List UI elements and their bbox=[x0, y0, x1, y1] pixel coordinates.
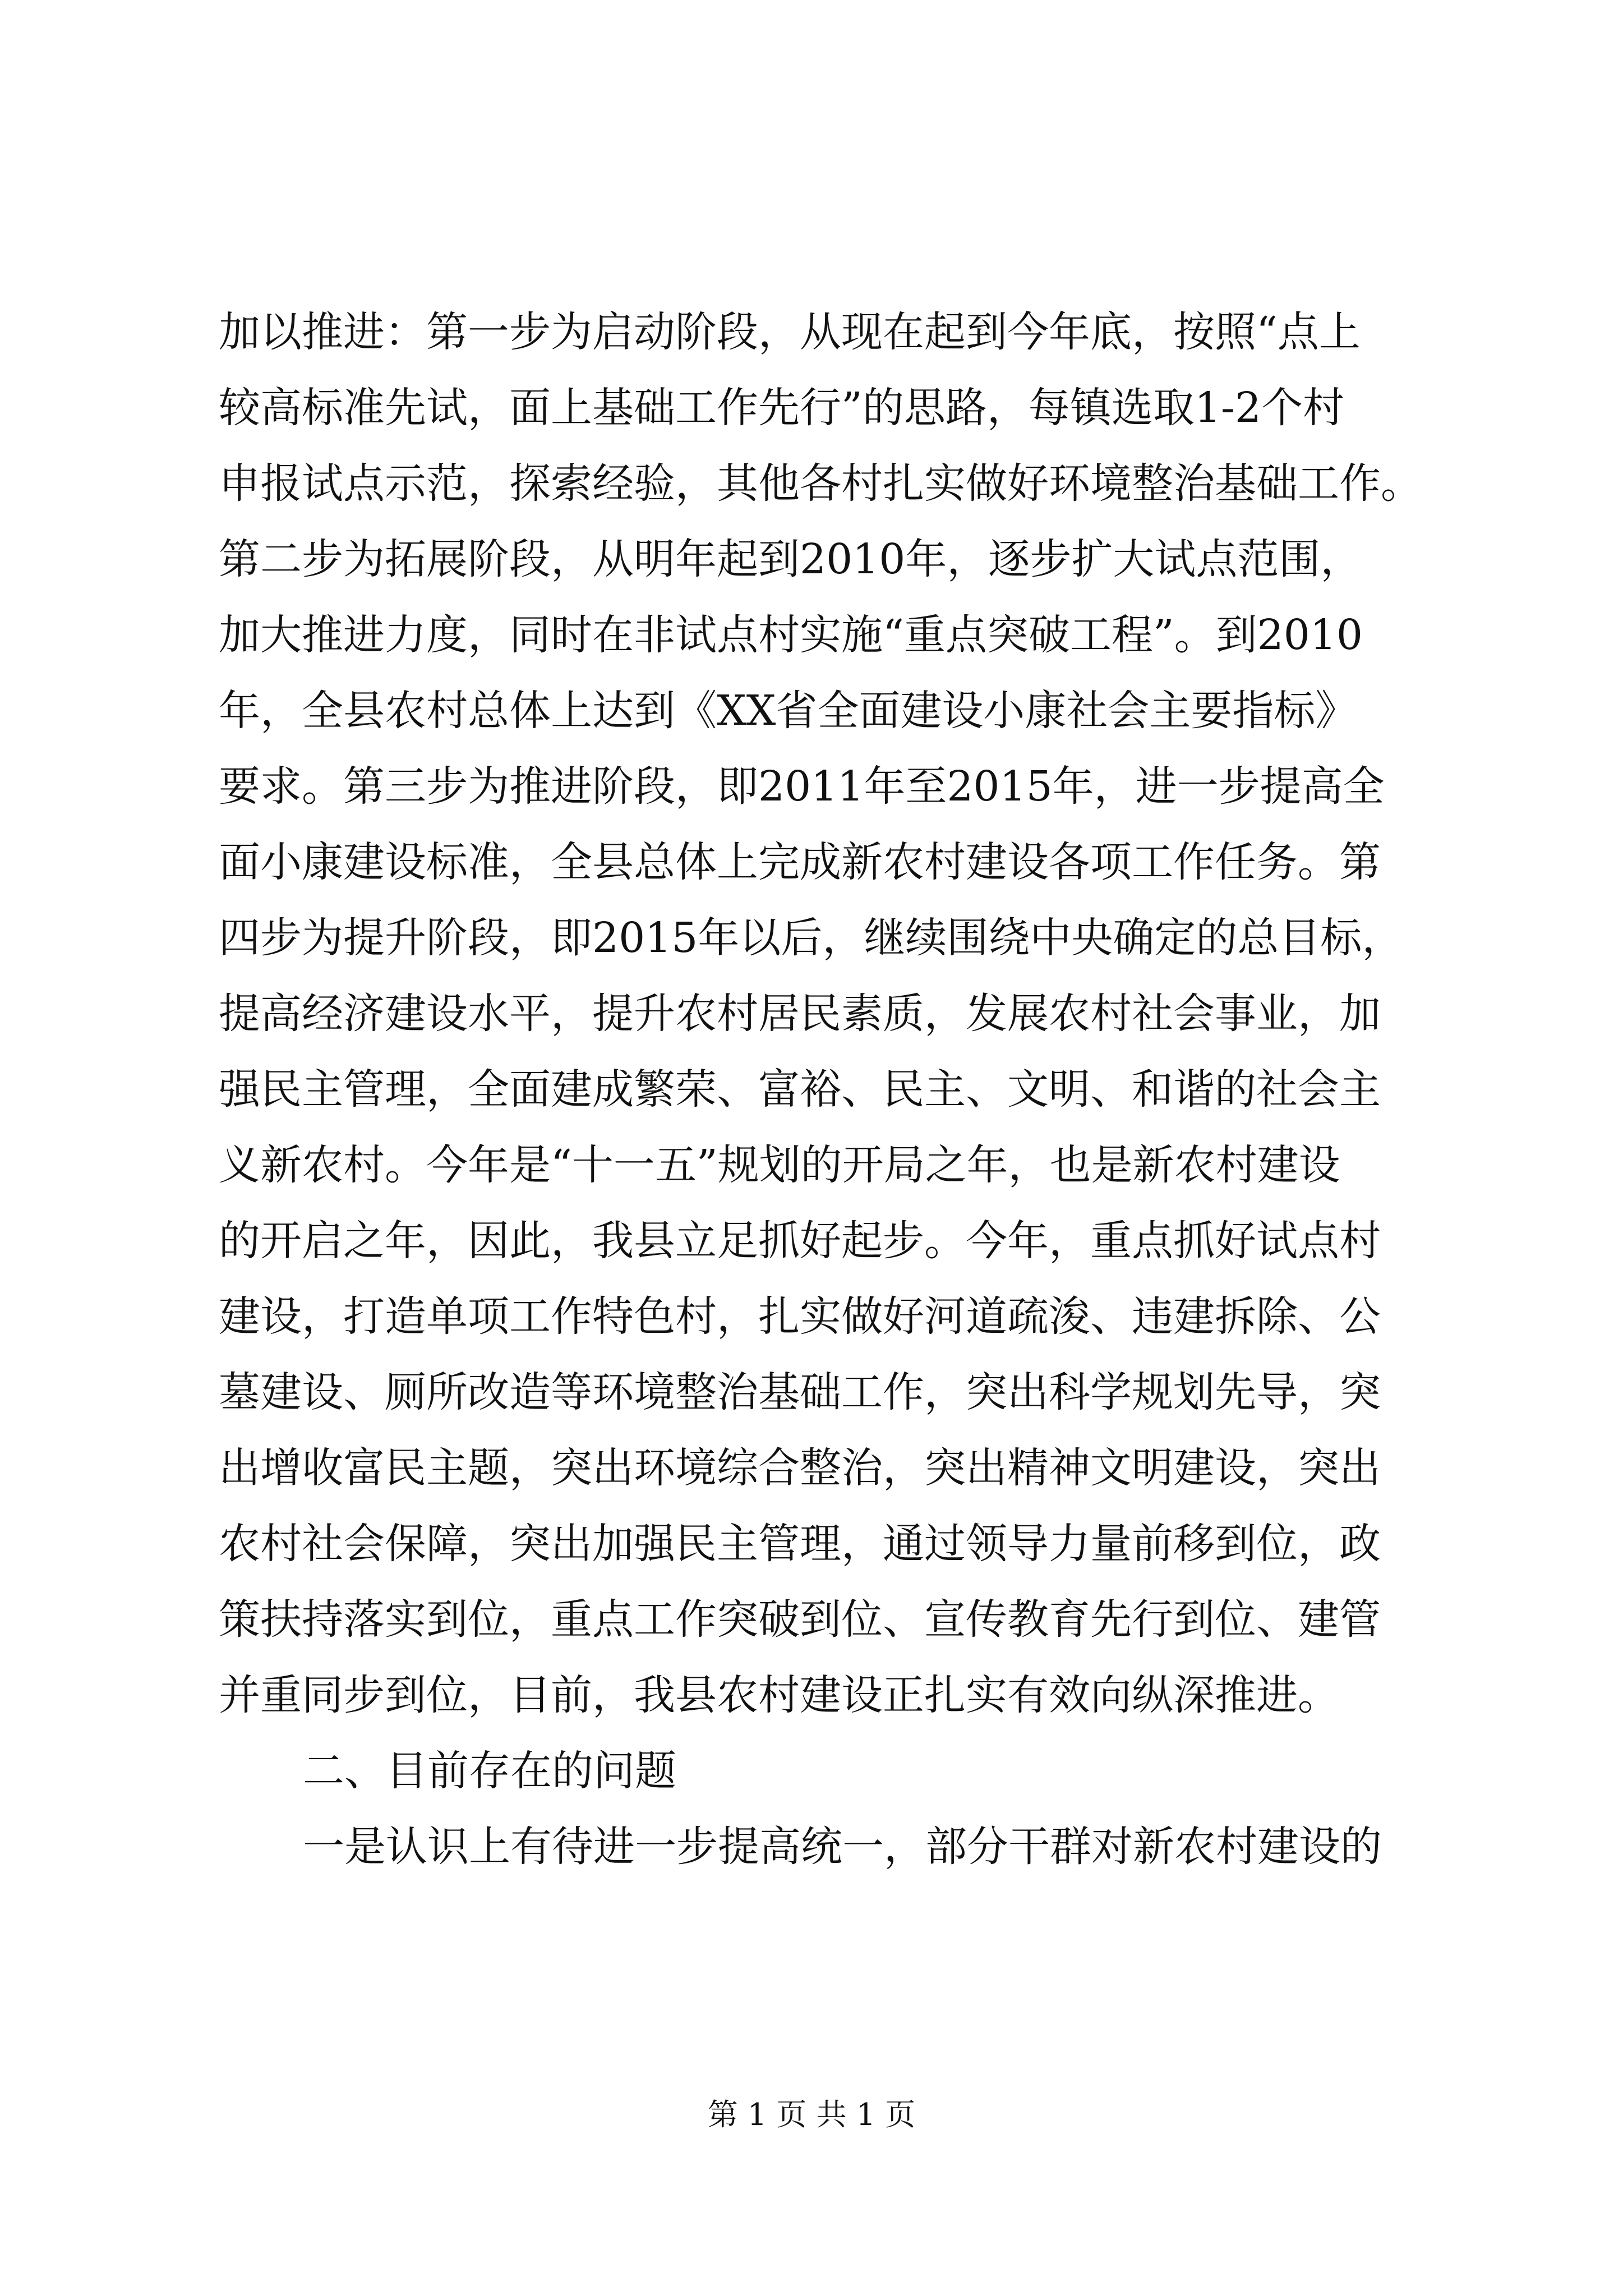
page-footer: 第 1 页 共 1 页 bbox=[707, 2097, 916, 2132]
paragraph-line: 要求。第三步为推进阶段，即2011年至2015年，进一步提高全 bbox=[219, 762, 1385, 811]
section-heading: 二、目前存在的问题 bbox=[303, 1747, 676, 1795]
paragraph-line: 较高标准先试，面上基础工作先行”的思路，每镇选取1-2个村 bbox=[219, 384, 1344, 432]
paragraph-line: 提高经济建设水平，提升农村居民素质，发展农村社会事业，加 bbox=[219, 990, 1381, 1038]
paragraph-line: 面小康建设标准，全县总体上完成新农村建设各项工作任务。第 bbox=[219, 838, 1381, 886]
paragraph-line: 第二步为拓展阶段，从明年起到2010年，逐步扩大试点范围， bbox=[219, 535, 1362, 583]
paragraph-line: 出增收富民主题，突出环境综合整治，突出精神文明建设，突出 bbox=[219, 1444, 1381, 1492]
paragraph-line: 加大推进力度，同时在非试点村实施“重点突破工程”。到2010 bbox=[219, 611, 1363, 659]
paragraph-line: 一是认识上有待进一步提高统一，部分干群对新农村建设的 bbox=[303, 1823, 1382, 1871]
paragraph-line: 加以推进：第一步为启动阶段，从现在起到今年底，按照“点上 bbox=[219, 308, 1361, 356]
document-body bbox=[219, 295, 1430, 1885]
paragraph-line: 申报试点示范，探索经验，其他各村扎实做好环境整治基础工作。 bbox=[219, 459, 1422, 508]
paragraph-line: 并重同步到位，目前，我县农村建设正扎实有效向纵深推进。 bbox=[219, 1671, 1339, 1719]
paragraph-line: 策扶持落实到位，重点工作突破到位、宣传教育先行到位、建管 bbox=[219, 1595, 1381, 1644]
paragraph-line: 的开启之年，因此，我县立足抓好起步。今年，重点抓好试点村 bbox=[219, 1217, 1381, 1265]
paragraph-line: 四步为提升阶段，即2015年以后，继续围绕中央确定的总目标， bbox=[219, 914, 1404, 962]
paragraph-line: 建设，打造单项工作特色村，扎实做好河道疏浚、违建拆除、公 bbox=[219, 1292, 1381, 1341]
paragraph-line: 墓建设、厕所改造等环境整治基础工作，突出科学规划先导，突 bbox=[219, 1368, 1381, 1416]
paragraph-line: 农村社会保障，突出加强民主管理，通过领导力量前移到位，政 bbox=[219, 1520, 1381, 1568]
paragraph-line: 强民主管理，全面建成繁荣、富裕、民主、文明、和谐的社会主 bbox=[219, 1065, 1381, 1114]
paragraph-line: 年，全县农村总体上达到《XX省全面建设小康社会主要指标》 bbox=[219, 687, 1357, 735]
paragraph-line: 义新农村。今年是“十一五”规划的开局之年，也是新农村建设 bbox=[219, 1141, 1340, 1189]
